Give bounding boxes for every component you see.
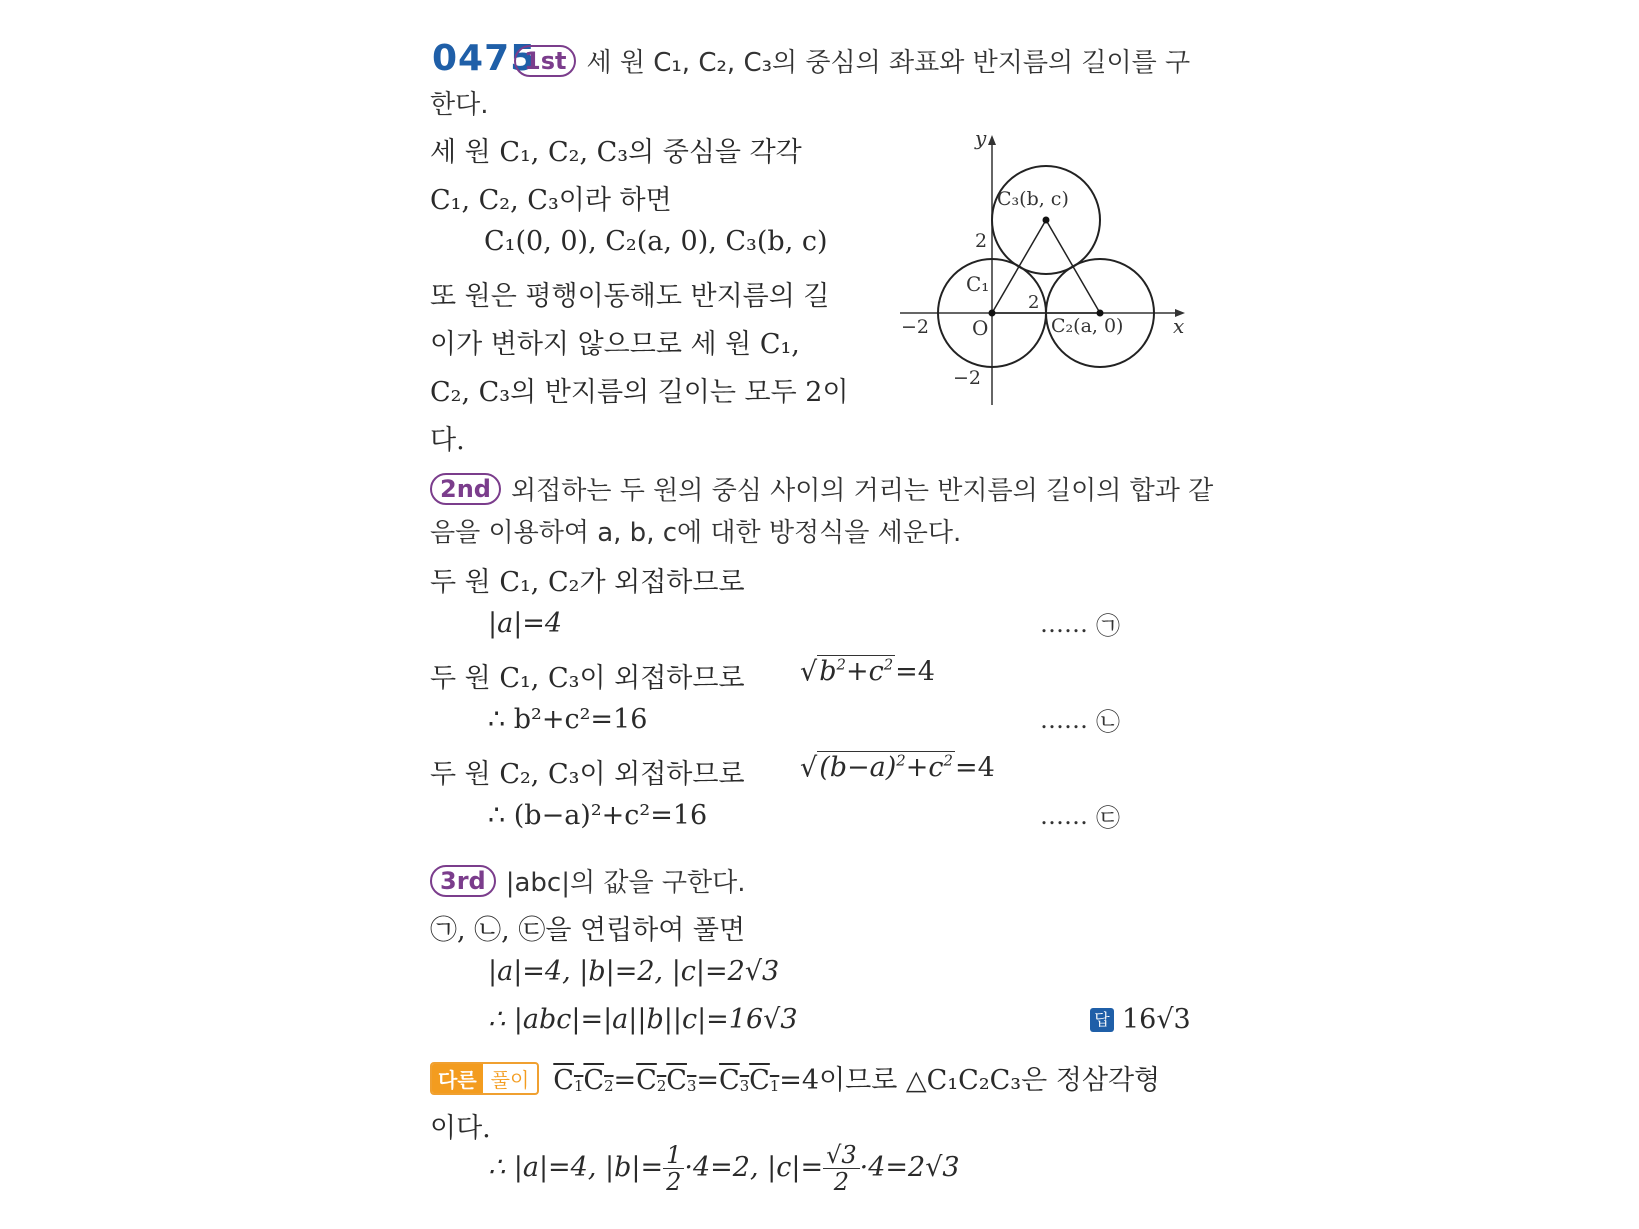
tick-y-neg2: −2 (953, 367, 982, 389)
step1-heading-text: 세 원 C₁, C₂, C₃의 중심의 좌표와 반지름의 길이를 구 (586, 48, 1191, 78)
step3-badge: 3rd (430, 865, 496, 897)
step1-line6: C₂, C₃의 반지름의 길이는 모두 2이 (430, 377, 849, 408)
circles-figure (895, 130, 1195, 410)
step2-eq3-rhs: =4 (954, 752, 995, 784)
fraction-half (663, 1142, 684, 1195)
tick-y-2: 2 (975, 230, 988, 252)
alt-solution-badge (430, 1062, 539, 1095)
center-c1 (989, 310, 996, 317)
fraction-root3-half (823, 1142, 860, 1195)
step2-eq2b: ∴ b²+c²=16 (488, 704, 648, 735)
step2-eq2: $√b^2+c^2=4$ (800, 656, 935, 688)
step2-heading (430, 470, 1213, 507)
step3-heading (430, 862, 745, 899)
step1-line4: 또 원은 평행이동해도 반지름의 길 (430, 281, 830, 312)
alt-text: =4이므로 △C₁C₂C₃은 정삼각형 (779, 1065, 1161, 1096)
step1-heading-cont: 한다. (430, 90, 489, 120)
c3-label: C₃(b, c) (997, 188, 1069, 210)
step2-line3: 두 원 C₂, C₃이 외접하므로 (430, 759, 745, 790)
fraction-half-num: 1 (663, 1142, 684, 1169)
step2-badge: 2nd (430, 473, 501, 505)
tick-x-neg2: −2 (901, 316, 930, 338)
step2-line1: 두 원 C₁, C₂가 외접하므로 (430, 567, 745, 598)
step2-eq1: |a|=4 (488, 608, 563, 639)
step1-line7: 다. (430, 425, 465, 456)
step1-line3: C₁(0, 0), C₂(a, 0), C₃(b, c) (484, 226, 828, 257)
answer (1090, 1004, 1191, 1035)
step2-eq3: $√(b-a)^2+c^2=4$ (800, 752, 995, 784)
tick-side-2: 2 (1028, 292, 1040, 313)
step2-eq2-rhs: =4 (895, 656, 935, 688)
step2-heading-text: 외접하는 두 원의 중심 사이의 거리는 반지름의 길이의 합과 같 (510, 476, 1214, 506)
alt-final-prefix: ∴ |a|=4, |b|= (488, 1152, 664, 1183)
marker-2-symbol: ㉡ (1096, 707, 1120, 736)
marker-3-symbol: ㉢ (1096, 803, 1120, 832)
marker-2-dots: …… (1040, 706, 1088, 734)
marker-3 (1040, 802, 1120, 830)
alt-final-mid: ·4=2, |c|= (684, 1152, 824, 1183)
segment-c2c3: $C_2C_3$ (636, 1065, 697, 1096)
alt-final (488, 1142, 960, 1195)
marker-1-symbol: ㉠ (1096, 611, 1120, 640)
x-axis-label: x (1173, 314, 1185, 338)
step1-heading (514, 42, 1190, 79)
step3-line1: ㉠, ㉡, ㉢을 연립하여 풀면 (430, 915, 746, 946)
step1-line1: 세 원 C₁, C₂, C₃의 중심을 각각 (430, 137, 802, 168)
step2-heading-cont: 음을 이용하여 a, b, c에 대한 방정식을 세운다. (430, 518, 962, 548)
sqrt-b2c2: $b^2+c^2$ (819, 656, 894, 688)
marker-1-dots: …… (1040, 610, 1088, 638)
y-axis-label: y (975, 130, 987, 150)
step2-eq3b: ∴ (b−a)²+c²=16 (488, 800, 708, 831)
triangle-side-c2c3 (1046, 220, 1100, 313)
alt-badge-a: 다른 (432, 1064, 483, 1093)
fraction-root3-num: √3 (823, 1142, 860, 1169)
answer-value: 16√3 (1122, 1004, 1191, 1035)
alt-badge-b: 풀이 (490, 1068, 530, 1092)
sqrt-ba-c2: $(b-a)^2+c^2$ (819, 752, 953, 784)
step1-line2: C₁, C₂, C₃이라 하면 (430, 185, 672, 216)
fraction-root3-den: 2 (833, 1168, 849, 1196)
step3-heading-text: |abc|의 값을 구한다. (505, 868, 746, 898)
marker-1 (1040, 610, 1120, 638)
c1-label: C₁ (966, 272, 990, 296)
step1-line5: 이가 변하지 않으므로 세 원 C₁, (430, 329, 800, 360)
y-axis-arrow-icon (988, 135, 996, 145)
answer-icon: 답 (1090, 1008, 1114, 1032)
marker-2 (1040, 706, 1120, 734)
marker-3-dots: …… (1040, 802, 1088, 830)
segment-c3c1: $C_3C_1$ (719, 1065, 780, 1096)
step3-line2: |a|=4, |b|=2, |c|=2√3 (488, 956, 780, 987)
alt-line2: 이다. (430, 1113, 491, 1144)
alt-final-suffix: ·4=2√3 (859, 1152, 960, 1183)
step3-line3: ∴ |abc|=|a||b||c|=16√3 (488, 1004, 798, 1035)
center-c3 (1043, 217, 1050, 224)
origin-label: O (972, 316, 989, 340)
c2-label: C₂(a, 0) (1051, 315, 1124, 337)
step1-badge: 1st (514, 45, 576, 77)
problem-number: 0475 (432, 38, 537, 79)
alt-line1: 다른 풀이 $C_1C_2=C_2C_3=C_3C_1=4$이므로 △C₁C₂C₃은 정삼각형 (430, 1058, 1160, 1097)
circles-diagram (895, 130, 1195, 410)
segment-c1c2: $C_1C_2$ (553, 1065, 614, 1096)
fraction-half-den: 2 (666, 1168, 682, 1196)
step2-line2: 두 원 C₁, C₃이 외접하므로 (430, 663, 745, 694)
